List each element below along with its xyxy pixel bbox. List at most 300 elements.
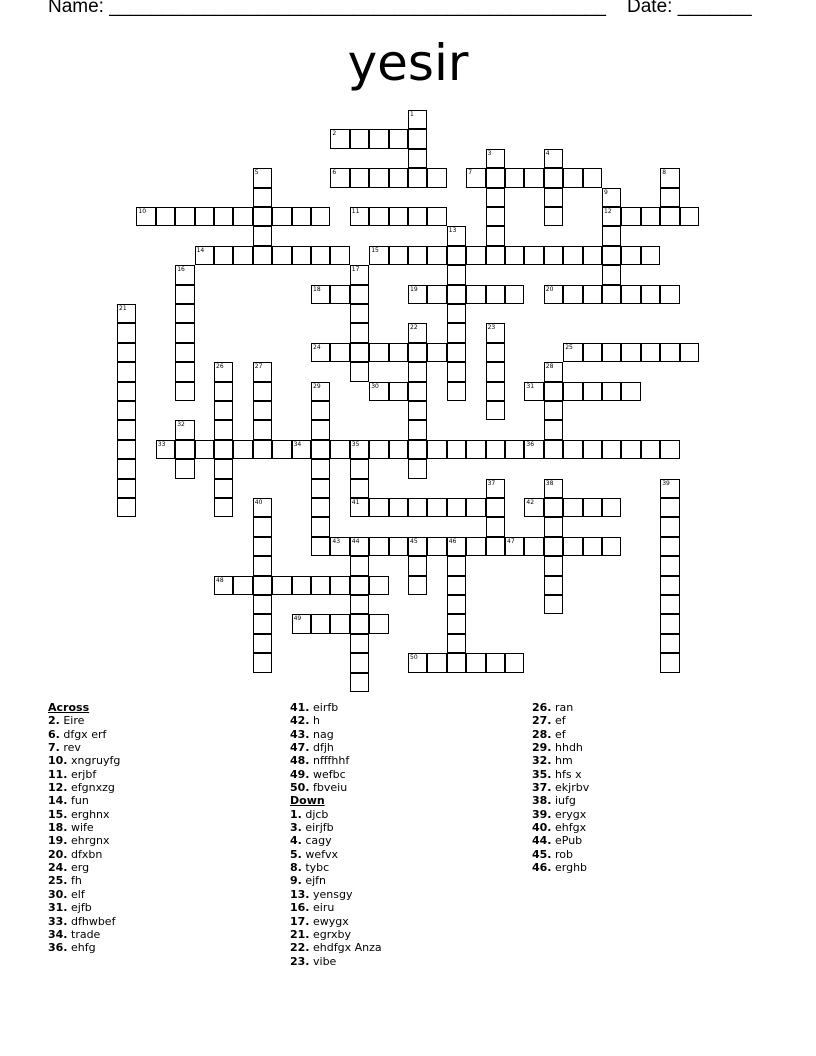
grid-cell[interactable] [253, 556, 272, 575]
grid-cell[interactable] [253, 653, 272, 672]
grid-cell[interactable] [583, 343, 602, 362]
grid-cell[interactable] [602, 382, 621, 401]
grid-cell[interactable] [602, 537, 621, 556]
grid-cell[interactable] [408, 323, 427, 342]
grid-cell[interactable] [544, 362, 563, 381]
grid-cell[interactable] [330, 129, 349, 148]
grid-cell[interactable] [602, 498, 621, 517]
grid-cell[interactable] [117, 343, 136, 362]
grid-cell[interactable] [563, 168, 582, 187]
grid-cell[interactable] [427, 246, 446, 265]
grid-cell[interactable] [350, 323, 369, 342]
grid-cell[interactable] [544, 420, 563, 439]
grid-cell[interactable] [660, 440, 679, 459]
grid-cell[interactable] [214, 246, 233, 265]
grid-cell[interactable] [253, 517, 272, 536]
grid-cell[interactable] [330, 168, 349, 187]
grid-cell[interactable] [660, 207, 679, 226]
grid-cell[interactable] [408, 556, 427, 575]
grid-cell[interactable] [214, 420, 233, 439]
grid-cell[interactable] [233, 440, 252, 459]
grid-cell[interactable] [311, 246, 330, 265]
grid-cell[interactable] [447, 653, 466, 672]
grid-cell[interactable] [447, 556, 466, 575]
grid-cell[interactable] [292, 207, 311, 226]
grid-cell[interactable] [389, 498, 408, 517]
grid-cell[interactable] [486, 149, 505, 168]
grid-cell[interactable] [427, 343, 446, 362]
grid-cell[interactable] [505, 168, 524, 187]
grid-cell[interactable] [641, 246, 660, 265]
grid-cell[interactable] [447, 246, 466, 265]
grid-cell[interactable] [350, 595, 369, 614]
grid-cell[interactable] [253, 537, 272, 556]
grid-cell[interactable] [350, 304, 369, 323]
grid-cell[interactable] [486, 168, 505, 187]
grid-cell[interactable] [583, 246, 602, 265]
grid-cell[interactable] [253, 576, 272, 595]
grid-cell[interactable] [408, 653, 427, 672]
grid-cell[interactable] [311, 401, 330, 420]
grid-cell[interactable] [389, 168, 408, 187]
grid-cell[interactable] [408, 382, 427, 401]
grid-cell[interactable] [544, 246, 563, 265]
grid-cell[interactable] [447, 343, 466, 362]
grid-cell[interactable] [660, 498, 679, 517]
grid-cell[interactable] [544, 517, 563, 536]
grid-cell[interactable] [311, 614, 330, 633]
grid-cell[interactable] [660, 653, 679, 672]
grid-cell[interactable] [311, 420, 330, 439]
grid-cell[interactable] [350, 673, 369, 692]
grid-cell[interactable] [214, 440, 233, 459]
grid-cell[interactable] [350, 129, 369, 148]
grid-cell[interactable] [660, 576, 679, 595]
grid-cell[interactable] [253, 382, 272, 401]
grid-cell[interactable] [408, 459, 427, 478]
grid-cell[interactable] [253, 207, 272, 226]
grid-cell[interactable] [408, 246, 427, 265]
grid-cell[interactable] [253, 595, 272, 614]
grid-cell[interactable] [117, 362, 136, 381]
grid-cell[interactable] [602, 188, 621, 207]
grid-cell[interactable] [408, 498, 427, 517]
clue-number-label: 10. [48, 754, 68, 768]
grid-cell[interactable] [486, 246, 505, 265]
grid-cell[interactable] [117, 498, 136, 517]
grid-cell[interactable] [175, 265, 194, 284]
grid-cell[interactable] [486, 653, 505, 672]
grid-cell[interactable] [486, 382, 505, 401]
grid-cell[interactable] [544, 149, 563, 168]
grid-cell[interactable] [641, 207, 660, 226]
grid-cell[interactable] [408, 440, 427, 459]
grid-cell[interactable] [369, 382, 388, 401]
grid-cell[interactable] [311, 343, 330, 362]
grid-cell[interactable] [583, 285, 602, 304]
grid-cell[interactable] [175, 304, 194, 323]
grid-cell[interactable] [583, 168, 602, 187]
clue-item [290, 728, 382, 741]
grid-cell[interactable] [660, 479, 679, 498]
grid-cell[interactable] [311, 285, 330, 304]
grid-cell[interactable] [486, 440, 505, 459]
grid-cell[interactable] [330, 614, 349, 633]
grid-cell[interactable] [447, 498, 466, 517]
grid-cell[interactable] [175, 362, 194, 381]
grid-cell[interactable] [175, 440, 194, 459]
grid-cell[interactable] [602, 343, 621, 362]
grid-cell[interactable] [350, 634, 369, 653]
grid-cell[interactable] [156, 440, 175, 459]
grid-cell[interactable] [544, 382, 563, 401]
grid-cell[interactable] [350, 537, 369, 556]
grid-cell[interactable] [466, 498, 485, 517]
grid-cell[interactable] [389, 382, 408, 401]
grid-cell[interactable] [466, 246, 485, 265]
grid-cell[interactable] [214, 498, 233, 517]
grid-cell[interactable] [660, 537, 679, 556]
grid-cell[interactable] [330, 576, 349, 595]
grid-cell[interactable] [427, 440, 446, 459]
grid-cell[interactable] [175, 382, 194, 401]
grid-cell[interactable] [524, 440, 543, 459]
grid-cell[interactable] [621, 440, 640, 459]
grid-cell[interactable] [389, 129, 408, 148]
grid-cell[interactable] [369, 498, 388, 517]
grid-cell[interactable] [583, 382, 602, 401]
grid-cell[interactable] [253, 362, 272, 381]
grid-cell[interactable] [330, 440, 349, 459]
grid-cell[interactable] [253, 498, 272, 517]
grid-cell[interactable] [447, 265, 466, 284]
grid-cell[interactable] [466, 285, 485, 304]
grid-cell[interactable] [602, 226, 621, 245]
grid-cell[interactable] [563, 498, 582, 517]
grid-cell[interactable] [408, 362, 427, 381]
grid-cell[interactable] [544, 556, 563, 575]
grid-cell[interactable] [369, 614, 388, 633]
grid-cell[interactable] [641, 440, 660, 459]
clue-text: ewygx [313, 914, 349, 928]
grid-cell[interactable] [369, 343, 388, 362]
grid-cell[interactable] [369, 440, 388, 459]
grid-cell[interactable] [350, 285, 369, 304]
grid-cell[interactable] [544, 168, 563, 187]
grid-cell[interactable] [680, 343, 699, 362]
grid-cell[interactable] [524, 168, 543, 187]
grid-cell[interactable] [447, 440, 466, 459]
grid-cell[interactable] [350, 576, 369, 595]
grid-cell[interactable] [447, 537, 466, 556]
grid-cell[interactable] [272, 246, 291, 265]
grid-cell[interactable] [117, 401, 136, 420]
grid-cell[interactable] [524, 382, 543, 401]
grid-cell[interactable] [253, 226, 272, 245]
grid-cell[interactable] [311, 459, 330, 478]
grid-cell[interactable] [660, 285, 679, 304]
grid-cell[interactable] [621, 246, 640, 265]
grid-cell[interactable] [408, 129, 427, 148]
grid-cell[interactable] [350, 479, 369, 498]
grid-cell[interactable] [117, 479, 136, 498]
grid-cell[interactable] [447, 576, 466, 595]
grid-cell[interactable] [563, 382, 582, 401]
grid-cell[interactable] [369, 168, 388, 187]
grid-cell[interactable] [117, 382, 136, 401]
grid-cell[interactable] [641, 343, 660, 362]
grid-cell[interactable] [214, 479, 233, 498]
grid-cell[interactable] [447, 304, 466, 323]
grid-cell[interactable] [117, 440, 136, 459]
grid-cell[interactable] [660, 634, 679, 653]
grid-cell[interactable] [505, 285, 524, 304]
grid-cell[interactable] [408, 207, 427, 226]
grid-cell[interactable] [156, 207, 175, 226]
grid-cell[interactable] [253, 634, 272, 653]
grid-cell[interactable] [427, 285, 446, 304]
grid-cell[interactable] [486, 479, 505, 498]
grid-cell[interactable] [505, 653, 524, 672]
grid-cell[interactable] [330, 537, 349, 556]
grid-cell[interactable] [486, 226, 505, 245]
grid-cell[interactable] [486, 207, 505, 226]
grid-cell[interactable] [350, 614, 369, 633]
grid-cell[interactable] [583, 498, 602, 517]
grid-cell[interactable] [350, 498, 369, 517]
grid-cell[interactable] [505, 246, 524, 265]
grid-cell[interactable] [195, 207, 214, 226]
grid-cell[interactable] [253, 168, 272, 187]
grid-cell[interactable] [427, 498, 446, 517]
grid-cell[interactable] [311, 207, 330, 226]
grid-cell[interactable] [486, 188, 505, 207]
clue-number: 34 [293, 440, 302, 448]
grid-cell[interactable] [408, 576, 427, 595]
grid-cell[interactable] [175, 285, 194, 304]
grid-cell[interactable] [350, 343, 369, 362]
grid-cell[interactable] [214, 207, 233, 226]
grid-cell[interactable] [175, 420, 194, 439]
clue-text: fun [71, 794, 89, 808]
grid-cell[interactable] [253, 188, 272, 207]
grid-cell[interactable] [466, 168, 485, 187]
grid-cell[interactable] [350, 265, 369, 284]
grid-cell[interactable] [544, 285, 563, 304]
grid-cell[interactable] [311, 382, 330, 401]
grid-cell[interactable] [195, 440, 214, 459]
grid-cell[interactable] [350, 168, 369, 187]
grid-cell[interactable] [486, 323, 505, 342]
grid-cell[interactable] [486, 285, 505, 304]
clue-text: eirfb [313, 701, 339, 714]
grid-cell[interactable] [175, 323, 194, 342]
grid-cell[interactable] [272, 440, 291, 459]
grid-cell[interactable] [427, 653, 446, 672]
grid-cell[interactable] [486, 362, 505, 381]
grid-cell[interactable] [253, 440, 272, 459]
grid-cell[interactable] [621, 382, 640, 401]
grid-cell[interactable] [447, 634, 466, 653]
grid-cell[interactable] [408, 343, 427, 362]
grid-cell[interactable] [486, 537, 505, 556]
grid-cell[interactable] [292, 440, 311, 459]
grid-cell[interactable] [117, 323, 136, 342]
grid-cell[interactable] [466, 537, 485, 556]
grid-cell[interactable] [330, 285, 349, 304]
grid-cell[interactable] [350, 362, 369, 381]
grid-cell[interactable] [641, 285, 660, 304]
grid-cell[interactable] [389, 207, 408, 226]
grid-cell[interactable] [195, 246, 214, 265]
grid-cell[interactable] [175, 459, 194, 478]
grid-cell[interactable] [544, 479, 563, 498]
grid-cell[interactable] [544, 188, 563, 207]
grid-cell[interactable] [253, 246, 272, 265]
grid-cell[interactable] [447, 595, 466, 614]
grid-cell[interactable] [408, 168, 427, 187]
grid-cell[interactable] [660, 614, 679, 633]
grid-cell[interactable] [272, 576, 291, 595]
grid-cell[interactable] [369, 129, 388, 148]
grid-cell[interactable] [272, 207, 291, 226]
grid-cell[interactable] [408, 420, 427, 439]
grid-cell[interactable] [389, 537, 408, 556]
grid-cell[interactable] [524, 246, 543, 265]
grid-cell[interactable] [447, 226, 466, 245]
grid-cell[interactable] [583, 537, 602, 556]
grid-cell[interactable] [427, 537, 446, 556]
grid-cell[interactable] [427, 168, 446, 187]
grid-cell[interactable] [408, 537, 427, 556]
grid-cell[interactable] [602, 265, 621, 284]
grid-cell[interactable] [233, 207, 252, 226]
grid-cell[interactable] [214, 382, 233, 401]
grid-cell[interactable] [350, 459, 369, 478]
grid-cell[interactable] [563, 440, 582, 459]
grid-cell[interactable] [117, 459, 136, 478]
grid-cell[interactable] [466, 440, 485, 459]
grid-cell[interactable] [292, 576, 311, 595]
grid-cell[interactable] [214, 459, 233, 478]
grid-cell[interactable] [117, 420, 136, 439]
grid-cell[interactable] [447, 285, 466, 304]
grid-cell[interactable] [486, 517, 505, 536]
grid-cell[interactable] [544, 576, 563, 595]
grid-cell[interactable] [524, 537, 543, 556]
grid-cell[interactable] [408, 285, 427, 304]
grid-cell[interactable] [214, 576, 233, 595]
grid-cell[interactable] [175, 207, 194, 226]
grid-cell[interactable] [408, 401, 427, 420]
grid-cell[interactable] [524, 498, 543, 517]
grid-cell[interactable] [505, 537, 524, 556]
grid-cell[interactable] [350, 440, 369, 459]
grid-cell[interactable] [311, 498, 330, 517]
grid-cell[interactable] [233, 246, 252, 265]
grid-cell[interactable] [311, 479, 330, 498]
grid-cell[interactable] [389, 343, 408, 362]
grid-cell[interactable] [253, 420, 272, 439]
grid-cell[interactable] [369, 537, 388, 556]
grid-cell[interactable] [214, 401, 233, 420]
grid-cell[interactable] [447, 362, 466, 381]
grid-cell[interactable] [350, 556, 369, 575]
grid-cell[interactable] [563, 343, 582, 362]
grid-cell[interactable] [621, 285, 640, 304]
grid-cell[interactable] [680, 207, 699, 226]
grid-cell[interactable] [447, 614, 466, 633]
grid-cell[interactable] [427, 207, 446, 226]
grid-cell[interactable] [466, 653, 485, 672]
grid-cell[interactable] [602, 246, 621, 265]
grid-cell[interactable] [233, 576, 252, 595]
grid-cell[interactable] [660, 595, 679, 614]
grid-cell[interactable] [621, 207, 640, 226]
grid-cell[interactable] [544, 401, 563, 420]
grid-cell[interactable] [486, 401, 505, 420]
grid-cell[interactable] [369, 246, 388, 265]
grid-cell[interactable] [253, 614, 272, 633]
grid-cell[interactable] [563, 537, 582, 556]
grid-cell[interactable] [602, 440, 621, 459]
grid-cell[interactable] [136, 207, 155, 226]
grid-cell[interactable] [505, 440, 524, 459]
grid-cell[interactable] [544, 207, 563, 226]
grid-cell[interactable] [660, 343, 679, 362]
grid-cell[interactable] [660, 168, 679, 187]
grid-cell[interactable] [214, 362, 233, 381]
grid-cell[interactable] [175, 343, 194, 362]
grid-cell[interactable] [583, 440, 602, 459]
grid-cell[interactable] [602, 207, 621, 226]
grid-cell[interactable] [117, 304, 136, 323]
grid-cell[interactable] [292, 246, 311, 265]
grid-cell[interactable] [447, 382, 466, 401]
grid-cell[interactable] [369, 207, 388, 226]
grid-cell[interactable] [660, 556, 679, 575]
grid-cell[interactable] [544, 498, 563, 517]
grid-cell[interactable] [311, 440, 330, 459]
grid-cell[interactable] [660, 517, 679, 536]
grid-cell[interactable] [544, 440, 563, 459]
grid-cell[interactable] [408, 110, 427, 129]
grid-cell[interactable] [544, 595, 563, 614]
grid-cell[interactable] [563, 246, 582, 265]
grid-cell[interactable] [330, 343, 349, 362]
grid-cell[interactable] [563, 285, 582, 304]
grid-cell[interactable] [621, 343, 640, 362]
grid-cell[interactable] [660, 188, 679, 207]
grid-cell[interactable] [486, 343, 505, 362]
grid-cell[interactable] [389, 246, 408, 265]
grid-cell[interactable] [486, 498, 505, 517]
grid-cell[interactable] [369, 576, 388, 595]
grid-cell[interactable] [350, 653, 369, 672]
grid-cell[interactable] [311, 576, 330, 595]
grid-cell[interactable] [292, 614, 311, 633]
grid-cell[interactable] [544, 537, 563, 556]
grid-cell[interactable] [330, 246, 349, 265]
grid-cell[interactable] [602, 285, 621, 304]
grid-cell[interactable] [389, 440, 408, 459]
grid-cell[interactable] [311, 517, 330, 536]
grid-cell[interactable] [311, 537, 330, 556]
grid-cell[interactable] [408, 149, 427, 168]
grid-cell[interactable] [350, 207, 369, 226]
grid-cell[interactable] [447, 323, 466, 342]
grid-cell[interactable] [253, 401, 272, 420]
